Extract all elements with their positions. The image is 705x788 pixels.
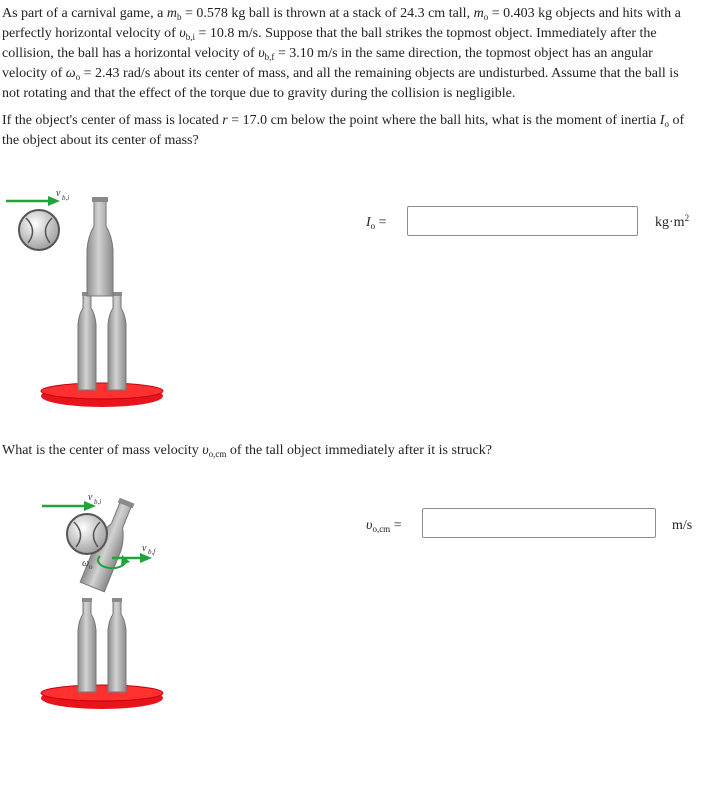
cm-velocity-label: $\upsilon_{o,cm}$ = xyxy=(366,518,402,534)
moment-of-inertia-unit: $kg\cdot m^2$ xyxy=(655,213,690,230)
bottle-icon xyxy=(108,600,126,692)
final-velocity-label: v xyxy=(142,543,147,554)
initial-velocity-label: v xyxy=(88,492,93,503)
svg-text:b,f: b,f xyxy=(148,548,156,556)
svg-text:o: o xyxy=(89,563,93,571)
problem-statement: As part of a carnival game, a $m_b = 0.578$ kg ball is thrown at a stack of 24.3 cm tall, $m_o = 0.403$ kg objects and hits with a perfectly horizontal velocity of $\upsilon_{b,i} = 10.8$ m/s. Suppose that the ball strikes the topmost object. Immediately after the collision, the ball has a horizontal velocity of $\upsilon_{b,f} = 3.10$ m/s in the same direction, the topmost object has an angular velocity of $\omega_o = 2.43$ rad/s about its center of mass, and all the remaining objects are undisturbed. Assume that the ball is not rotating and that the effect of the torque due to gravity during the collision is negligible. xyxy=(2,6,681,101)
cm-velocity-input[interactable] xyxy=(422,508,656,538)
bottle-icon xyxy=(78,600,96,692)
question-1-text: If the object's center of mass is located r = 17.0 cm below the point where the ball hits, what is the moment of inertia $I_o$ of the object about its center of mass? xyxy=(2,113,685,148)
moment-of-inertia-label: $I_o$ = xyxy=(366,215,387,231)
cm-velocity-unit: m/s xyxy=(672,518,693,533)
ball-icon xyxy=(67,514,107,554)
angular-velocity-label: ω xyxy=(82,558,90,569)
svg-text:b,i: b,i xyxy=(94,498,102,506)
svg-text:b,i: b,i xyxy=(62,194,70,202)
question-2-text: What is the center of mass velocity $\upsilon_{o,cm}$ of the tall object immediately after it is struck? xyxy=(2,443,492,459)
velocity-label: v xyxy=(56,188,61,199)
